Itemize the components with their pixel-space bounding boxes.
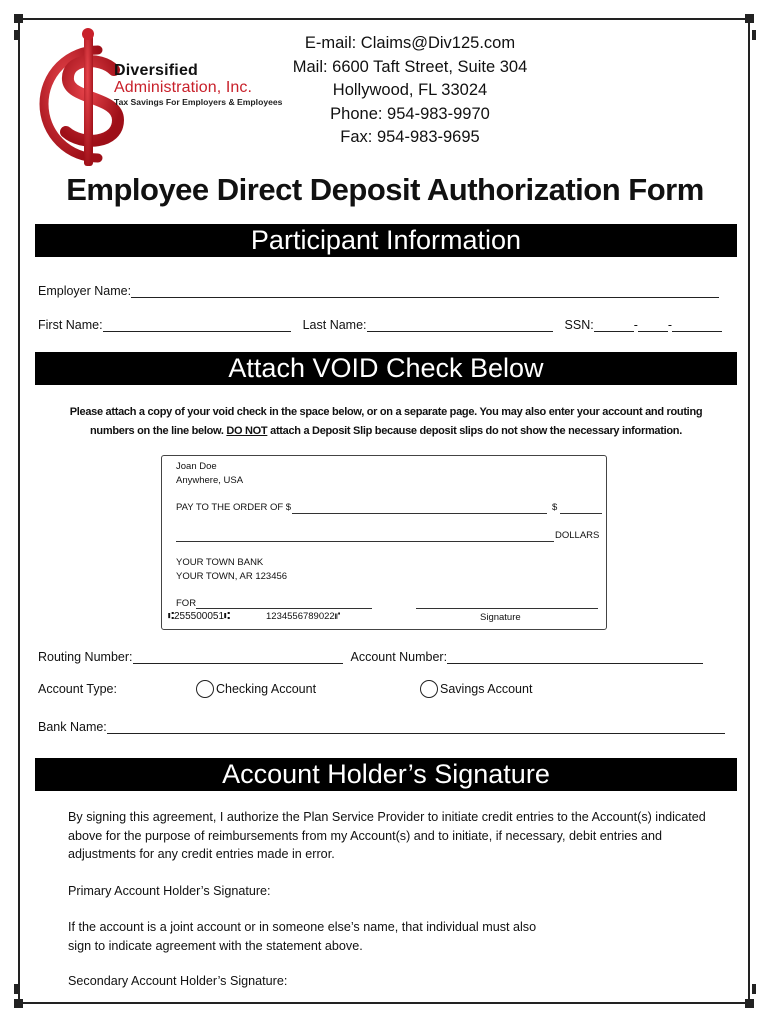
edge-mark bbox=[14, 30, 18, 40]
first-name-label: First Name: bbox=[38, 318, 103, 332]
check-signature-line bbox=[416, 608, 598, 609]
employer-name-row bbox=[38, 284, 719, 298]
employer-name-label: Employer Name: bbox=[38, 284, 132, 298]
ssn-field-1[interactable] bbox=[594, 321, 634, 332]
check-routing-micr: ⑆255500051⑆ bbox=[168, 611, 231, 622]
void-check-instructions bbox=[50, 403, 722, 440]
account-type-row bbox=[38, 680, 532, 698]
account-number-label: Account Number: bbox=[350, 650, 448, 664]
secondary-signature-label: Secondary Account Holder’s Signature: bbox=[68, 974, 288, 988]
corner-mark bbox=[745, 999, 754, 1008]
section-header-signature: Account Holder’s Signature bbox=[35, 758, 737, 791]
edge-mark bbox=[752, 984, 756, 994]
check-payee-line bbox=[292, 513, 547, 514]
savings-label: Savings Account bbox=[440, 682, 533, 696]
check-bank-city: YOUR TOWN, AR 123456 bbox=[176, 571, 288, 582]
edge-mark bbox=[14, 984, 18, 994]
logo-name-line2: Administration, Inc. bbox=[114, 79, 253, 96]
authorization-statement: By signing this agreement, I authorize the Plan Service Provider to initiate credit entries to the Account(s) indicated above for the purpose of reimbursements from my Account(s) and to initiate, if necessary, debit entries and adjustments for any credit entries made in error. bbox=[68, 810, 706, 861]
check-for-label: FOR bbox=[176, 598, 197, 609]
bank-name-row bbox=[38, 720, 725, 734]
account-number-field[interactable] bbox=[447, 653, 703, 664]
ssn-field-3[interactable] bbox=[672, 321, 722, 332]
ssn-label: SSN: bbox=[564, 318, 594, 332]
check-written-amount-line bbox=[176, 541, 554, 542]
contact-phone: Phone: 954-983-9970 bbox=[330, 104, 490, 123]
check-account-micr: 1234556789022⑈ bbox=[266, 611, 341, 622]
routing-number-label: Routing Number: bbox=[38, 650, 133, 664]
edge-mark bbox=[752, 30, 756, 40]
joint-account-note: If the account is a joint account or in someone else’s name, that individual must also sign to indicate agreement with the statement above. bbox=[68, 920, 537, 953]
corner-mark bbox=[14, 999, 23, 1008]
contact-block bbox=[270, 32, 550, 150]
check-signature-label: Signature bbox=[480, 612, 521, 623]
contact-mail: Mail: 6600 Taft Street, Suite 304 bbox=[292, 57, 528, 76]
savings-radio[interactable] bbox=[420, 680, 438, 698]
check-pay-to: PAY TO THE ORDER OF $ bbox=[176, 502, 292, 513]
section-header-participant: Participant Information bbox=[35, 224, 737, 257]
bank-name-field[interactable] bbox=[107, 723, 725, 734]
contact-email: E-mail: Claims@Div125.com bbox=[304, 34, 516, 52]
corner-mark bbox=[745, 14, 754, 23]
check-payer-address: Anywhere, USA bbox=[176, 475, 244, 486]
corner-mark bbox=[14, 14, 23, 23]
instructions-emphasis: DO NOT bbox=[226, 424, 268, 437]
sample-check bbox=[161, 455, 607, 630]
checking-radio[interactable] bbox=[196, 680, 214, 698]
last-name-label: Last Name: bbox=[302, 318, 367, 332]
contact-fax: Fax: 954-983-9695 bbox=[340, 128, 480, 146]
check-bank-name: YOUR TOWN BANK bbox=[176, 557, 264, 568]
ssn-field-2[interactable] bbox=[638, 321, 668, 332]
primary-signature-label: Primary Account Holder’s Signature: bbox=[68, 884, 271, 898]
employer-name-field[interactable] bbox=[131, 287, 719, 298]
logo-tagline: Tax Savings For Employers & Employees bbox=[114, 97, 283, 107]
name-ssn-row: First Name: Last Name: SSN: - - bbox=[38, 318, 722, 332]
bank-name-label: Bank Name: bbox=[38, 720, 107, 734]
routing-number-field[interactable] bbox=[133, 653, 343, 664]
instructions-text: Please attach a copy of your void check in the space below, or on a separate page. You may also enter your account and routing numbers on the line below. bbox=[69, 406, 703, 437]
routing-account-row bbox=[38, 650, 703, 664]
logo-name: Diversified bbox=[114, 62, 199, 79]
check-memo-line bbox=[196, 608, 372, 609]
contact-city: Hollywood, FL 33024 bbox=[332, 81, 488, 99]
first-name-field[interactable] bbox=[103, 321, 291, 332]
check-payer-name: Joan Doe bbox=[176, 461, 217, 472]
form-title: Employee Direct Deposit Authorization Form bbox=[66, 172, 704, 207]
check-amount-line bbox=[560, 513, 602, 514]
check-dollars-label: DOLLARS bbox=[555, 530, 600, 541]
checking-label: Checking Account bbox=[216, 682, 317, 696]
check-dollar-sign: $ bbox=[552, 502, 558, 513]
section-header-void-check: Attach VOID Check Below bbox=[35, 352, 737, 385]
last-name-field[interactable] bbox=[367, 321, 553, 332]
instructions-text-2: attach a Deposit Slip because deposit slips do not show the necessary information. bbox=[270, 424, 682, 437]
account-type-label: Account Type: bbox=[38, 682, 117, 696]
